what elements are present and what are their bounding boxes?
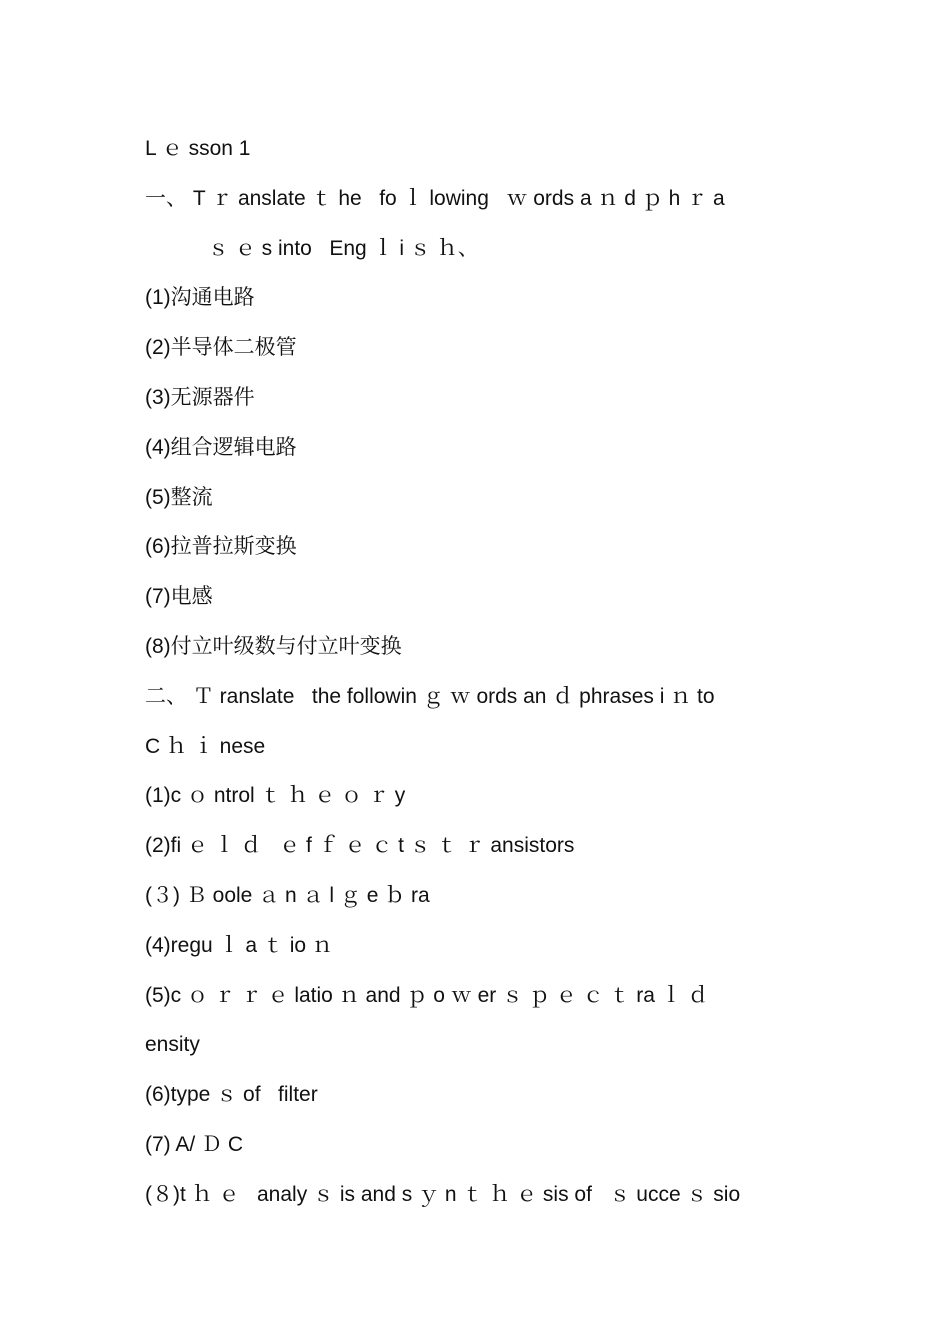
term-item: (4)regu ｌ a ｔ io ｎ [145, 933, 333, 957]
term-item: (7) A/ Ｄ C [145, 1132, 244, 1156]
term-item-continued: ensity [145, 1033, 200, 1057]
section-heading-2-continued: C ｈ ｉ nese [145, 734, 266, 758]
section-heading-1-continued: ｓ ｅ s into Eng ｌ i ｓ ｈ、 [208, 236, 479, 260]
term-item: (３) Ｂ oole ａ n ａ l ｇ e ｂ ra [145, 883, 430, 907]
term-item: (6)拉普拉斯变换 [145, 535, 297, 559]
term-item: (5)c ｏ ｒ ｒ ｅ latio ｎ and ｐ o ｗ er ｓ ｐ ｅ ｃ ｔ ra ｌ ｄ [145, 983, 709, 1007]
section-heading-2: 二、 Ｔ ranslate the followin ｇ ｗ ords an ｄ phrases i ｎ to [145, 684, 715, 708]
term-item: (7)电感 [145, 585, 213, 609]
term-item: (4)组合逻辑电路 [145, 435, 297, 459]
term-item: (2)fi ｅ ｌ ｄ ｅ f ｆ ｅ ｃ t ｓ ｔ ｒ ansistors [145, 834, 575, 858]
lesson-title: L ｅ sson 1 [145, 137, 251, 160]
document-body [145, 124, 810, 1220]
term-item: (1)沟通电路 [145, 286, 255, 310]
term-item: (1)c ｏ ntrol ｔ ｈ ｅ ｏ ｒ y [145, 784, 406, 808]
section-heading-1: 一、 T ｒ anslate ｔ he fo ｌ lowing ｗ ords a ｎ d ｐ h ｒ a [145, 186, 725, 210]
term-item: (6)type ｓ of filter [145, 1083, 318, 1107]
term-item: (8)付立叶级数与付立叶变换 [145, 634, 402, 658]
term-item: (5)整流 [145, 485, 213, 509]
term-item: (８)t ｈ ｅ analy ｓ is and s ｙ n ｔ ｈ ｅ sis of ｓ ucce ｓ sio [145, 1182, 741, 1206]
term-item: (2)半导体二极管 [145, 336, 297, 360]
term-item: (3)无源器件 [145, 385, 255, 409]
